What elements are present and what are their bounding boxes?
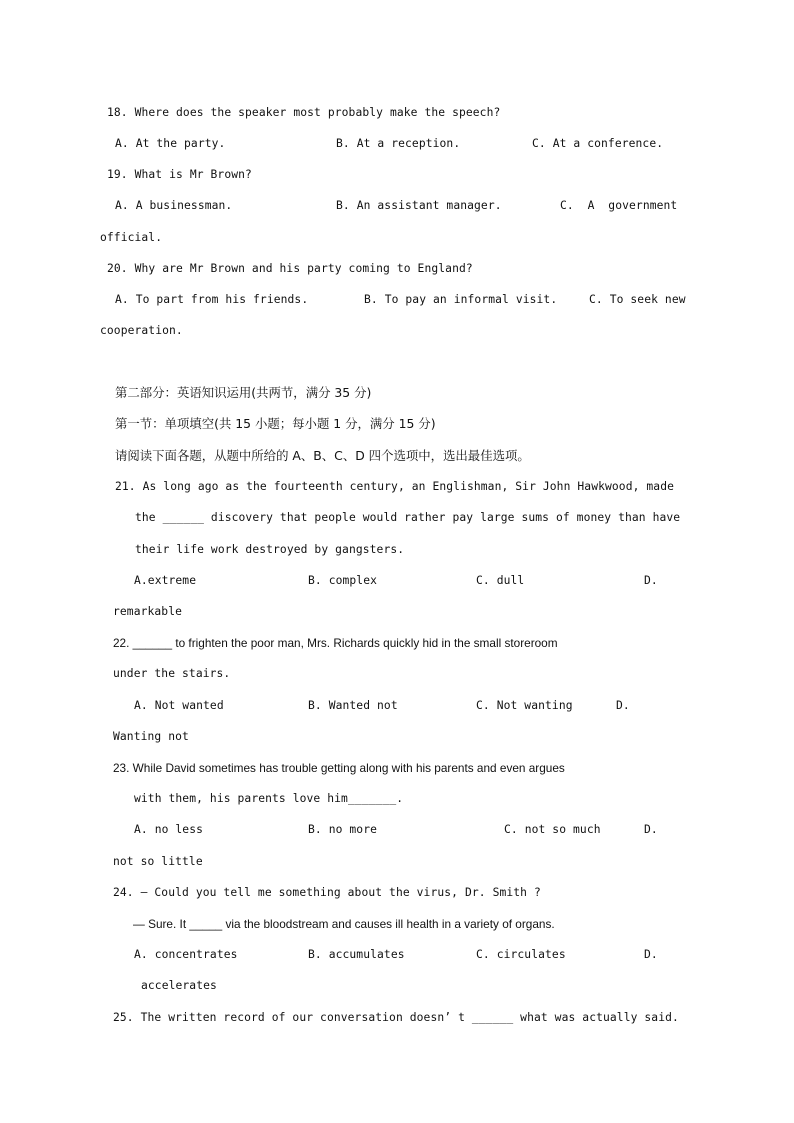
- q23-option-d-continued: not so little: [113, 855, 203, 868]
- q22-option-a: A. Not wanted: [134, 699, 224, 712]
- q20-stem: 20. Why are Mr Brown and his party coming to England?: [107, 262, 473, 275]
- q23-option-d: D.: [644, 823, 658, 836]
- q18-stem: 18. Where does the speaker most probably make the speech?: [107, 106, 501, 119]
- q22-line1: 22. ______ to frighten the poor man, Mrs. Richards quickly hid in the small storeroom: [113, 636, 558, 650]
- q18-option-b: B. At a reception.: [336, 137, 461, 150]
- q24-line1: 24. — Could you tell me something about the virus, Dr. Smith ?: [113, 886, 541, 899]
- q18-option-c: C. At a conference.: [532, 137, 664, 150]
- q21-option-c: C. dull: [476, 574, 525, 587]
- q24-option-b: B. accumulates: [308, 948, 405, 961]
- q22-line2: under the stairs.: [113, 667, 231, 680]
- q25-line1: 25. The written record of our conversation doesn’ t ______ what was actually said.: [113, 1011, 679, 1024]
- q24-line2: — Sure. It _____ via the bloodstream and causes ill health in a variety of organs.: [133, 917, 555, 931]
- q18-option-a: A. At the party.: [115, 137, 226, 150]
- q21-option-b: B. complex: [308, 574, 378, 587]
- q21-option-d: D.: [644, 574, 658, 587]
- q19-option-b: B. An assistant manager.: [336, 199, 502, 212]
- q21-line2: the ______ discovery that people would rather pay large sums of money than have: [135, 511, 681, 524]
- q24-option-d: D.: [644, 948, 658, 961]
- q19-option-a: A. A businessman.: [115, 199, 233, 212]
- q23-line1: 23. While David sometimes has trouble getting along with his parents and even argues: [113, 761, 565, 775]
- q20-option-b: B. To pay an informal visit.: [364, 293, 558, 306]
- section1-heading: 第一节：单项填空(共 15 小题；每小题 1 分，满分 15 分): [115, 416, 436, 431]
- q21-option-a: A.extreme: [134, 574, 197, 587]
- q20-option-a: A. To part from his friends.: [115, 293, 309, 306]
- q23-line2: with them, his parents love him_______.: [134, 792, 404, 805]
- q22-option-c: C. Not wanting: [476, 699, 573, 712]
- q24-option-c: C. circulates: [476, 948, 566, 961]
- q23-option-b: B. no more: [308, 823, 378, 836]
- q20-option-c-continued: cooperation.: [100, 324, 183, 337]
- q24-option-d-continued: accelerates: [141, 979, 217, 992]
- q24-option-a: A. concentrates: [134, 948, 238, 961]
- q19-stem: 19. What is Mr Brown?: [107, 168, 252, 181]
- q21-line3: their life work destroyed by gangsters.: [135, 543, 405, 556]
- q21-option-d-continued: remarkable: [113, 605, 183, 618]
- q20-option-c: C. To seek new: [589, 293, 686, 306]
- q21-line1: 21. As long ago as the fourteenth century, an Englishman, Sir John Hawkwood, made: [115, 480, 675, 493]
- q22-option-d-continued: Wanting not: [113, 730, 189, 743]
- part2-heading: 第二部分：英语知识运用(共两节，满分 35 分): [115, 385, 372, 400]
- q23-option-c: C. not so much: [504, 823, 601, 836]
- q22-option-d: D.: [616, 699, 630, 712]
- q19-option-c-continued: official.: [100, 231, 163, 244]
- section1-instructions: 请阅读下面各题，从题中所给的 A、B、C、D 四个选项中，选出最佳选项。: [115, 448, 530, 463]
- q22-option-b: B. Wanted not: [308, 699, 398, 712]
- q23-option-a: A. no less: [134, 823, 204, 836]
- q19-option-c: C. A government: [560, 199, 678, 212]
